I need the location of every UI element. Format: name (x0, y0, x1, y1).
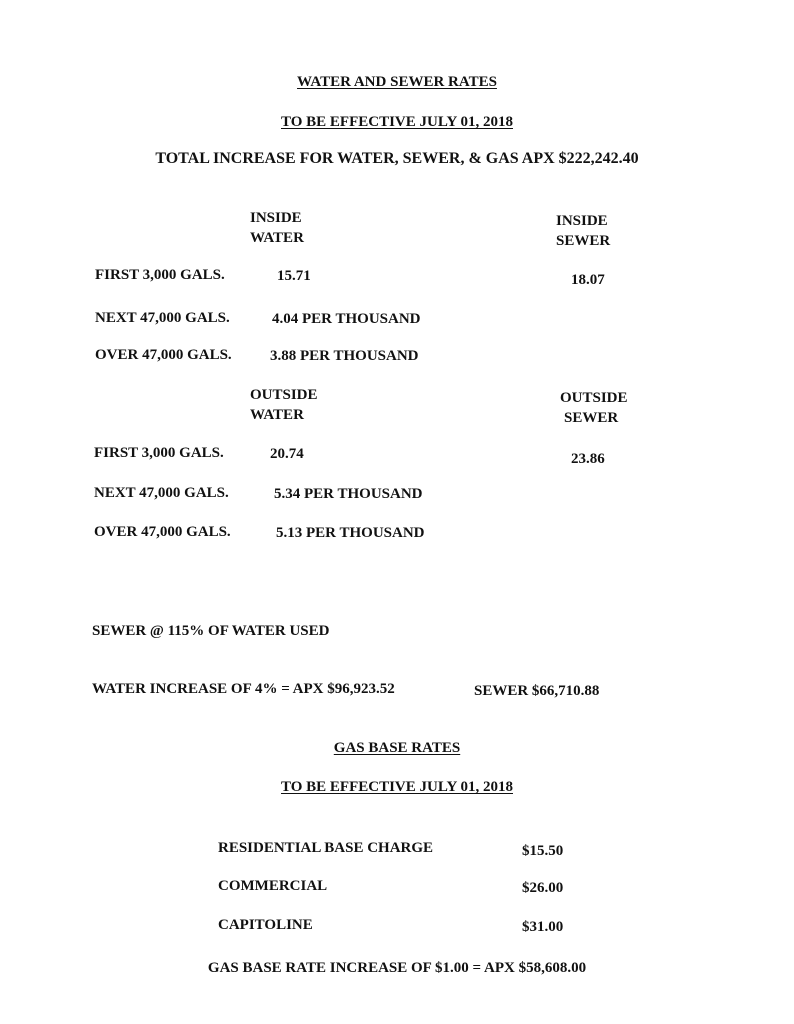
effective-date: TO BE EFFECTIVE JULY 01, 2018 (281, 114, 513, 130)
outside-row-water: 20.74 (270, 446, 304, 462)
inside-water-header-line1: INSIDE (250, 210, 302, 226)
gas-row-label: CAPITOLINE (218, 917, 313, 933)
inside-row-label: FIRST 3,000 GALS. (95, 267, 225, 283)
outside-row-water: 5.13 PER THOUSAND (276, 525, 425, 541)
outside-sewer-header-line2: SEWER (564, 410, 619, 426)
water-increase-note: WATER INCREASE OF 4% = APX $96,923.52 (92, 681, 395, 697)
outside-row-label: FIRST 3,000 GALS. (94, 445, 224, 461)
inside-row-label: NEXT 47,000 GALS. (95, 310, 230, 326)
sewer-increase-note: SEWER $66,710.88 (474, 683, 600, 699)
outside-row-sewer: 23.86 (571, 451, 605, 467)
inside-row-water: 15.71 (277, 268, 311, 284)
inside-row-water: 3.88 PER THOUSAND (270, 348, 419, 364)
outside-row-water: 5.34 PER THOUSAND (274, 486, 423, 502)
outside-water-header-line2: WATER (250, 407, 304, 423)
gas-row-value: $26.00 (522, 880, 564, 896)
gas-title: GAS BASE RATES (333, 740, 461, 756)
gas-row-value: $31.00 (522, 919, 564, 935)
sewer-percentage-note: SEWER @ 115% OF WATER USED (92, 623, 330, 639)
outside-sewer-header-line1: OUTSIDE (560, 390, 628, 406)
inside-water-header-line2: WATER (250, 230, 304, 246)
inside-row-label: OVER 47,000 GALS. (95, 347, 232, 363)
inside-row-water: 4.04 PER THOUSAND (272, 311, 421, 327)
inside-row-sewer: 18.07 (571, 272, 605, 288)
total-increase: TOTAL INCREASE FOR WATER, SEWER, & GAS APX $222,242.40 (155, 150, 639, 167)
page-title: WATER AND SEWER RATES (297, 74, 497, 90)
gas-row-value: $15.50 (522, 843, 564, 859)
inside-sewer-header-line1: INSIDE (556, 213, 608, 229)
gas-row-label: COMMERCIAL (218, 878, 328, 894)
outside-water-header-line1: OUTSIDE (250, 387, 318, 403)
gas-effective-date: TO BE EFFECTIVE JULY 01, 2018 (281, 779, 513, 795)
inside-sewer-header-line2: SEWER (556, 233, 611, 249)
gas-row-label: RESIDENTIAL BASE CHARGE (218, 840, 434, 856)
outside-row-label: OVER 47,000 GALS. (94, 524, 231, 540)
gas-increase-note: GAS BASE RATE INCREASE OF $1.00 = APX $58,608.00 (207, 960, 587, 976)
outside-row-label: NEXT 47,000 GALS. (94, 485, 229, 501)
